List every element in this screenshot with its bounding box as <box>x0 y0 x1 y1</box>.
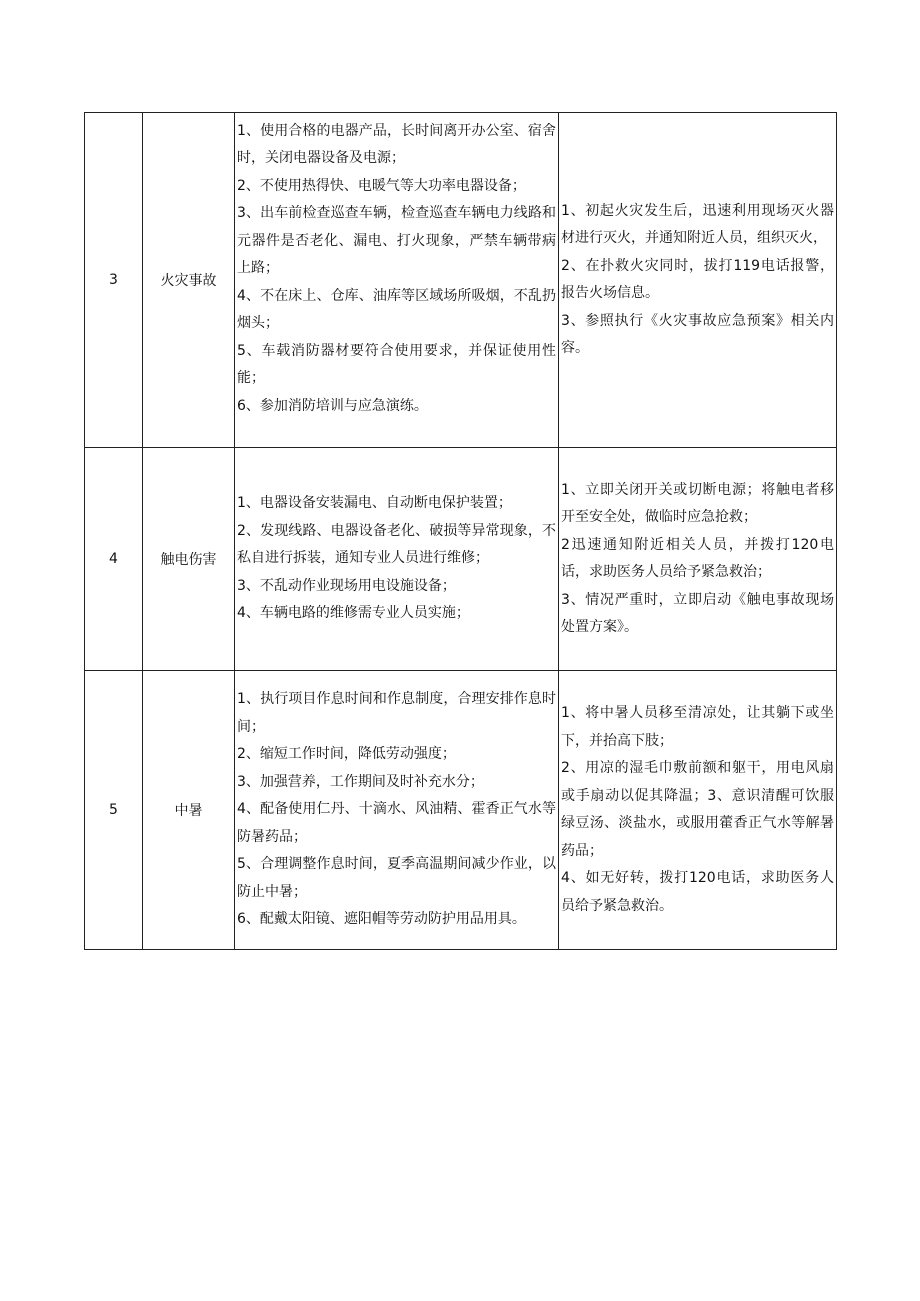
response-item: 1、立即关闭开关或切断电源；将触电者移开至安全处，做临时应急抢救； <box>561 481 834 525</box>
response-item: 1、将中暑人员移至清凉处，让其躺下或坐下，并抬高下肢； <box>561 705 834 749</box>
row-number: 5 <box>85 671 143 950</box>
prevention-item: 4、车辆电路的维修需专业人员实施； <box>237 605 470 622</box>
hazard-name: 触电伤害 <box>143 448 235 671</box>
prevention-item: 6、参加消防培训与应急演练。 <box>237 397 428 414</box>
prevention-item: 3、不乱动作业现场用电设施设备； <box>237 577 456 594</box>
prevention-item: 4、不在床上、仓库、油库等区域场所吸烟，不乱扔烟头； <box>237 287 556 331</box>
prevention-item: 2、缩短工作时间，降低劳动强度； <box>237 746 456 763</box>
prevention-item: 3、加强营养，工作期间及时补充水分； <box>237 773 484 790</box>
hazard-name: 中暑 <box>143 671 235 950</box>
response-item: 2、用凉的湿毛巾敷前额和躯干，用电风扇或手扇动以促其降温；3、意识清醒可饮服绿豆汤、淡盐水，或服用藿香正气水等解暑药品； <box>561 760 834 859</box>
row-number: 3 <box>85 113 143 448</box>
prevention-item: 5、车载消防器材要符合使用要求，并保证使用性能； <box>237 342 556 386</box>
prevention-item: 3、出车前检查巡查车辆，检查巡查车辆电力线路和元器件是否老化、漏电、打火现象，严禁车辆带病上路； <box>237 205 556 276</box>
prevention-item: 6、配戴太阳镜、遮阳帽等劳动防护用品用具。 <box>237 911 526 928</box>
table-row <box>85 671 837 950</box>
table-row <box>85 448 837 671</box>
prevention-item: 1、电器设备安装漏电、自动断电保护装置； <box>237 495 512 512</box>
response-item: 3、情况严重时，立即启动《触电事故现场处置方案》。 <box>561 591 834 635</box>
response-item: 4、如无好转，拨打120电话，求助医务人员给予紧急救治。 <box>561 870 834 914</box>
hazard-table <box>84 112 837 950</box>
emergency-response <box>559 671 837 950</box>
response-item: 2、在扑救火灾同时，拔打119电话报警，报告火场信息。 <box>561 257 834 301</box>
prevention-measures <box>235 113 559 448</box>
prevention-item: 1、执行项目作息时间和作息制度，合理安排作息时间； <box>237 691 556 735</box>
prevention-measures <box>235 671 559 950</box>
response-item: 1、初起火灾发生后，迅速利用现场灭火器材进行灭火，并通知附近人员，组织灭火， <box>561 202 834 246</box>
response-item: 3、参照执行《火灾事故应急预案》相关内容。 <box>561 312 834 356</box>
table-row <box>85 113 837 448</box>
hazard-name: 火灾事故 <box>143 113 235 448</box>
prevention-item: 1、使用合格的电器产品，长时间离开办公室、宿舍时，关闭电器设备及电源； <box>237 122 556 166</box>
prevention-item: 4、配备使用仁丹、十滴水、风油精、霍香正气水等防暑药品； <box>237 801 556 845</box>
row-number: 4 <box>85 448 143 671</box>
prevention-item: 2、不使用热得快、电暖气等大功率电器设备； <box>237 177 526 194</box>
emergency-response <box>559 448 837 671</box>
response-item: 2迅速通知附近相关人员，并拨打120电话，求助医务人员给予紧急救治； <box>561 536 834 580</box>
prevention-measures <box>235 448 559 671</box>
emergency-response <box>559 113 837 448</box>
prevention-item: 5、合理调整作息时间，夏季高温期间减少作业，以防止中暑； <box>237 856 556 900</box>
prevention-item: 2、发现线路、电器设备老化、破损等异常现象，不私自进行拆装，通知专业人员进行维修； <box>237 522 556 567</box>
